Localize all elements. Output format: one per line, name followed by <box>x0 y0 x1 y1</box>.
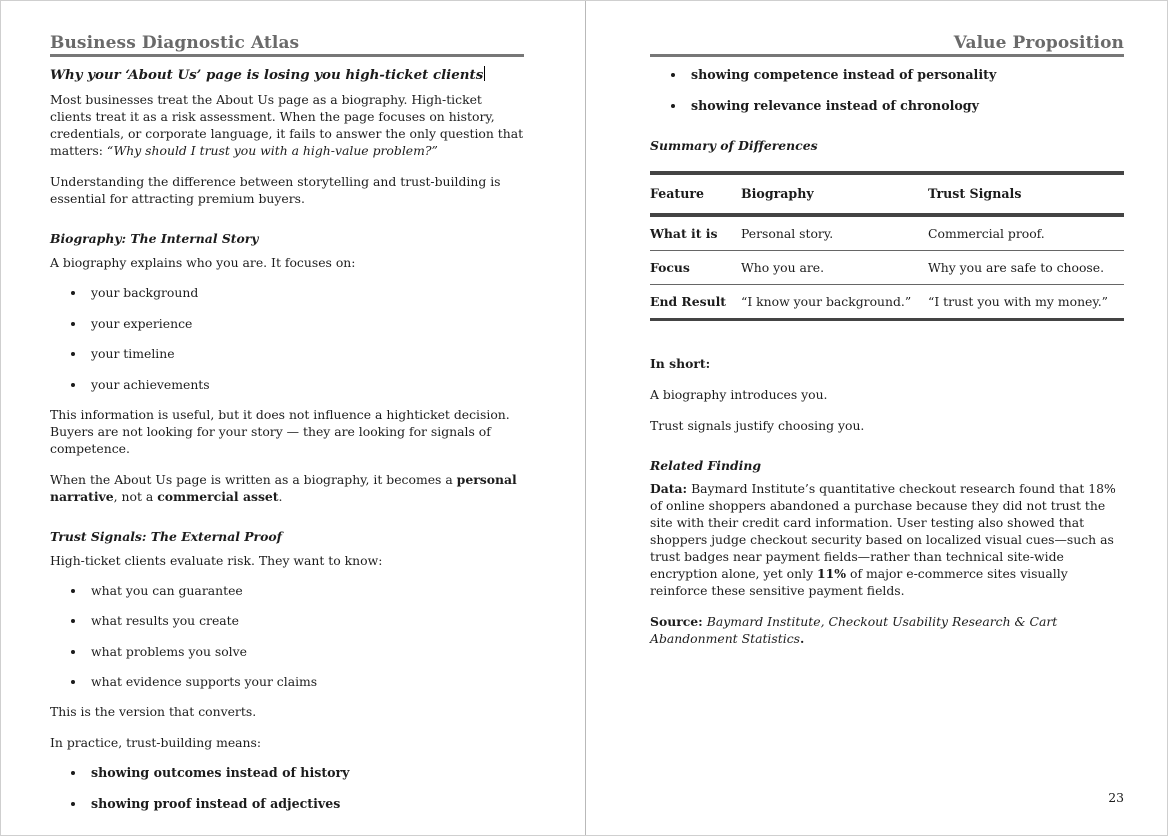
source-citation: Baymard Institute, Checkout Usability Research & Cart Abandonment Statistics <box>650 613 1058 646</box>
table-cell: What it is <box>650 215 741 251</box>
right-page <box>587 1 1167 835</box>
trust-list <box>50 582 524 691</box>
in-short-line-1: A biography introduces you. <box>650 386 828 402</box>
source-paragraph: Source: Baymard Institute, Checkout Usability Research & Cart Abandonment Statistics. <box>650 613 1058 646</box>
table-cell: “I trust you with my money.” <box>928 293 1109 309</box>
column-header-biography: Biography <box>741 173 928 215</box>
table-row <box>650 215 1124 251</box>
data-highlight: 11% <box>817 565 847 581</box>
table-cell: Commercial proof. <box>928 215 1124 251</box>
biography-intro: A biography explains who you are. It focuses on: <box>50 255 356 270</box>
practice-list <box>50 764 524 812</box>
personal-narrative-term: personal narrative <box>50 471 517 504</box>
in-short-line-2: Trust signals justify choosing you. <box>650 417 865 433</box>
left-page <box>1 1 586 835</box>
right-page-content <box>650 33 1124 647</box>
list-item: what problems you solve <box>50 643 524 660</box>
in-short-label: In short: <box>650 355 711 371</box>
left-page-content <box>50 33 524 812</box>
list-item: your achievements <box>50 376 524 393</box>
biography-list <box>50 284 524 393</box>
trust-intro: High-ticket clients evaluate risk. They want to know: <box>50 552 383 568</box>
summary-heading: Summary of Differences <box>650 137 818 153</box>
differences-table <box>650 171 1124 321</box>
list-item: what evidence supports your claims <box>50 673 524 690</box>
biography-paragraph-2: When the About Us page is written as a biography, it becomes a personal narrative, not a commercial asset. <box>50 471 517 504</box>
column-header-feature: Feature <box>650 173 741 215</box>
intro-question: “Why should I trust you with a high-value problem?” <box>106 143 438 158</box>
source-label: Source: <box>650 613 703 629</box>
table-cell: Why you are safe to choose. <box>928 250 1124 284</box>
running-head-left: Business Diagnostic Atlas <box>50 33 524 57</box>
table-header-row <box>650 173 1124 215</box>
list-item: your timeline <box>50 345 524 362</box>
text-cursor <box>484 66 485 81</box>
practice-list-continued <box>650 66 1124 114</box>
converts-line: This is the version that converts. <box>50 704 257 719</box>
related-finding-heading: Related Finding <box>650 457 762 473</box>
list-item: showing outcomes instead of history <box>50 764 524 781</box>
commercial-asset-term: commercial asset <box>157 488 279 504</box>
list-item: what you can guarantee <box>50 582 524 599</box>
table-cell: Who you are. <box>741 250 928 284</box>
table-cell: Personal story. <box>741 215 928 251</box>
table-cell: “I know your background.” <box>741 293 912 309</box>
page-number: 23 <box>1108 790 1124 805</box>
intro-paragraph-2: Understanding the difference between storytelling and trust-building is essential for attracting premium buyers. <box>50 174 501 206</box>
trust-signals-heading: Trust Signals: The External Proof <box>50 528 282 544</box>
data-paragraph: Data: Baymard Institute’s quantitative checkout research found that 18% of online shoppers abandoned a purchase because they did not trust the site with their credit card information. User testing also showed that shoppers judge checkout security based on localized visual cues—such as trust badges near payment fields—rather than technical site-wide encryption alone, yet only 11% of major e-commerce sites visually reinforce these sensitive payment fields. <box>650 480 1116 598</box>
list-item: what results you create <box>50 612 524 629</box>
biography-heading: Biography: The Internal Story <box>50 231 259 246</box>
intro-paragraph-1: Most businesses treat the About Us page as a biography. High-ticket clients treat it as a risk assessment. When the page focuses on history, credentials, or corporate language, it fails to answer the only question that matters: “Why should I trust you with a high-value problem?” <box>50 92 524 158</box>
table-cell: Focus <box>650 250 741 284</box>
data-label: Data: <box>650 480 688 496</box>
list-item: showing proof instead of adjectives <box>50 795 524 812</box>
running-head-right: Value Proposition <box>650 33 1124 57</box>
practice-intro: In practice, trust-building means: <box>50 735 262 750</box>
list-item: showing competence instead of personality <box>650 66 1124 83</box>
list-item: your experience <box>50 315 524 332</box>
table-row <box>650 284 1124 319</box>
table-row <box>650 250 1124 284</box>
table-cell: End Result <box>650 293 727 309</box>
biography-paragraph-1: This information is useful, but it does not influence a highticket decision. Buyers are not looking for your story — they are looking for signals of competence. <box>50 406 510 456</box>
section-subtitle[interactable]: Why your ‘About Us’ page is losing you high-ticket clients <box>50 67 484 83</box>
column-header-trust-signals: Trust Signals <box>928 173 1124 215</box>
list-item: showing relevance instead of chronology <box>650 97 1124 114</box>
list-item: your background <box>50 284 524 301</box>
